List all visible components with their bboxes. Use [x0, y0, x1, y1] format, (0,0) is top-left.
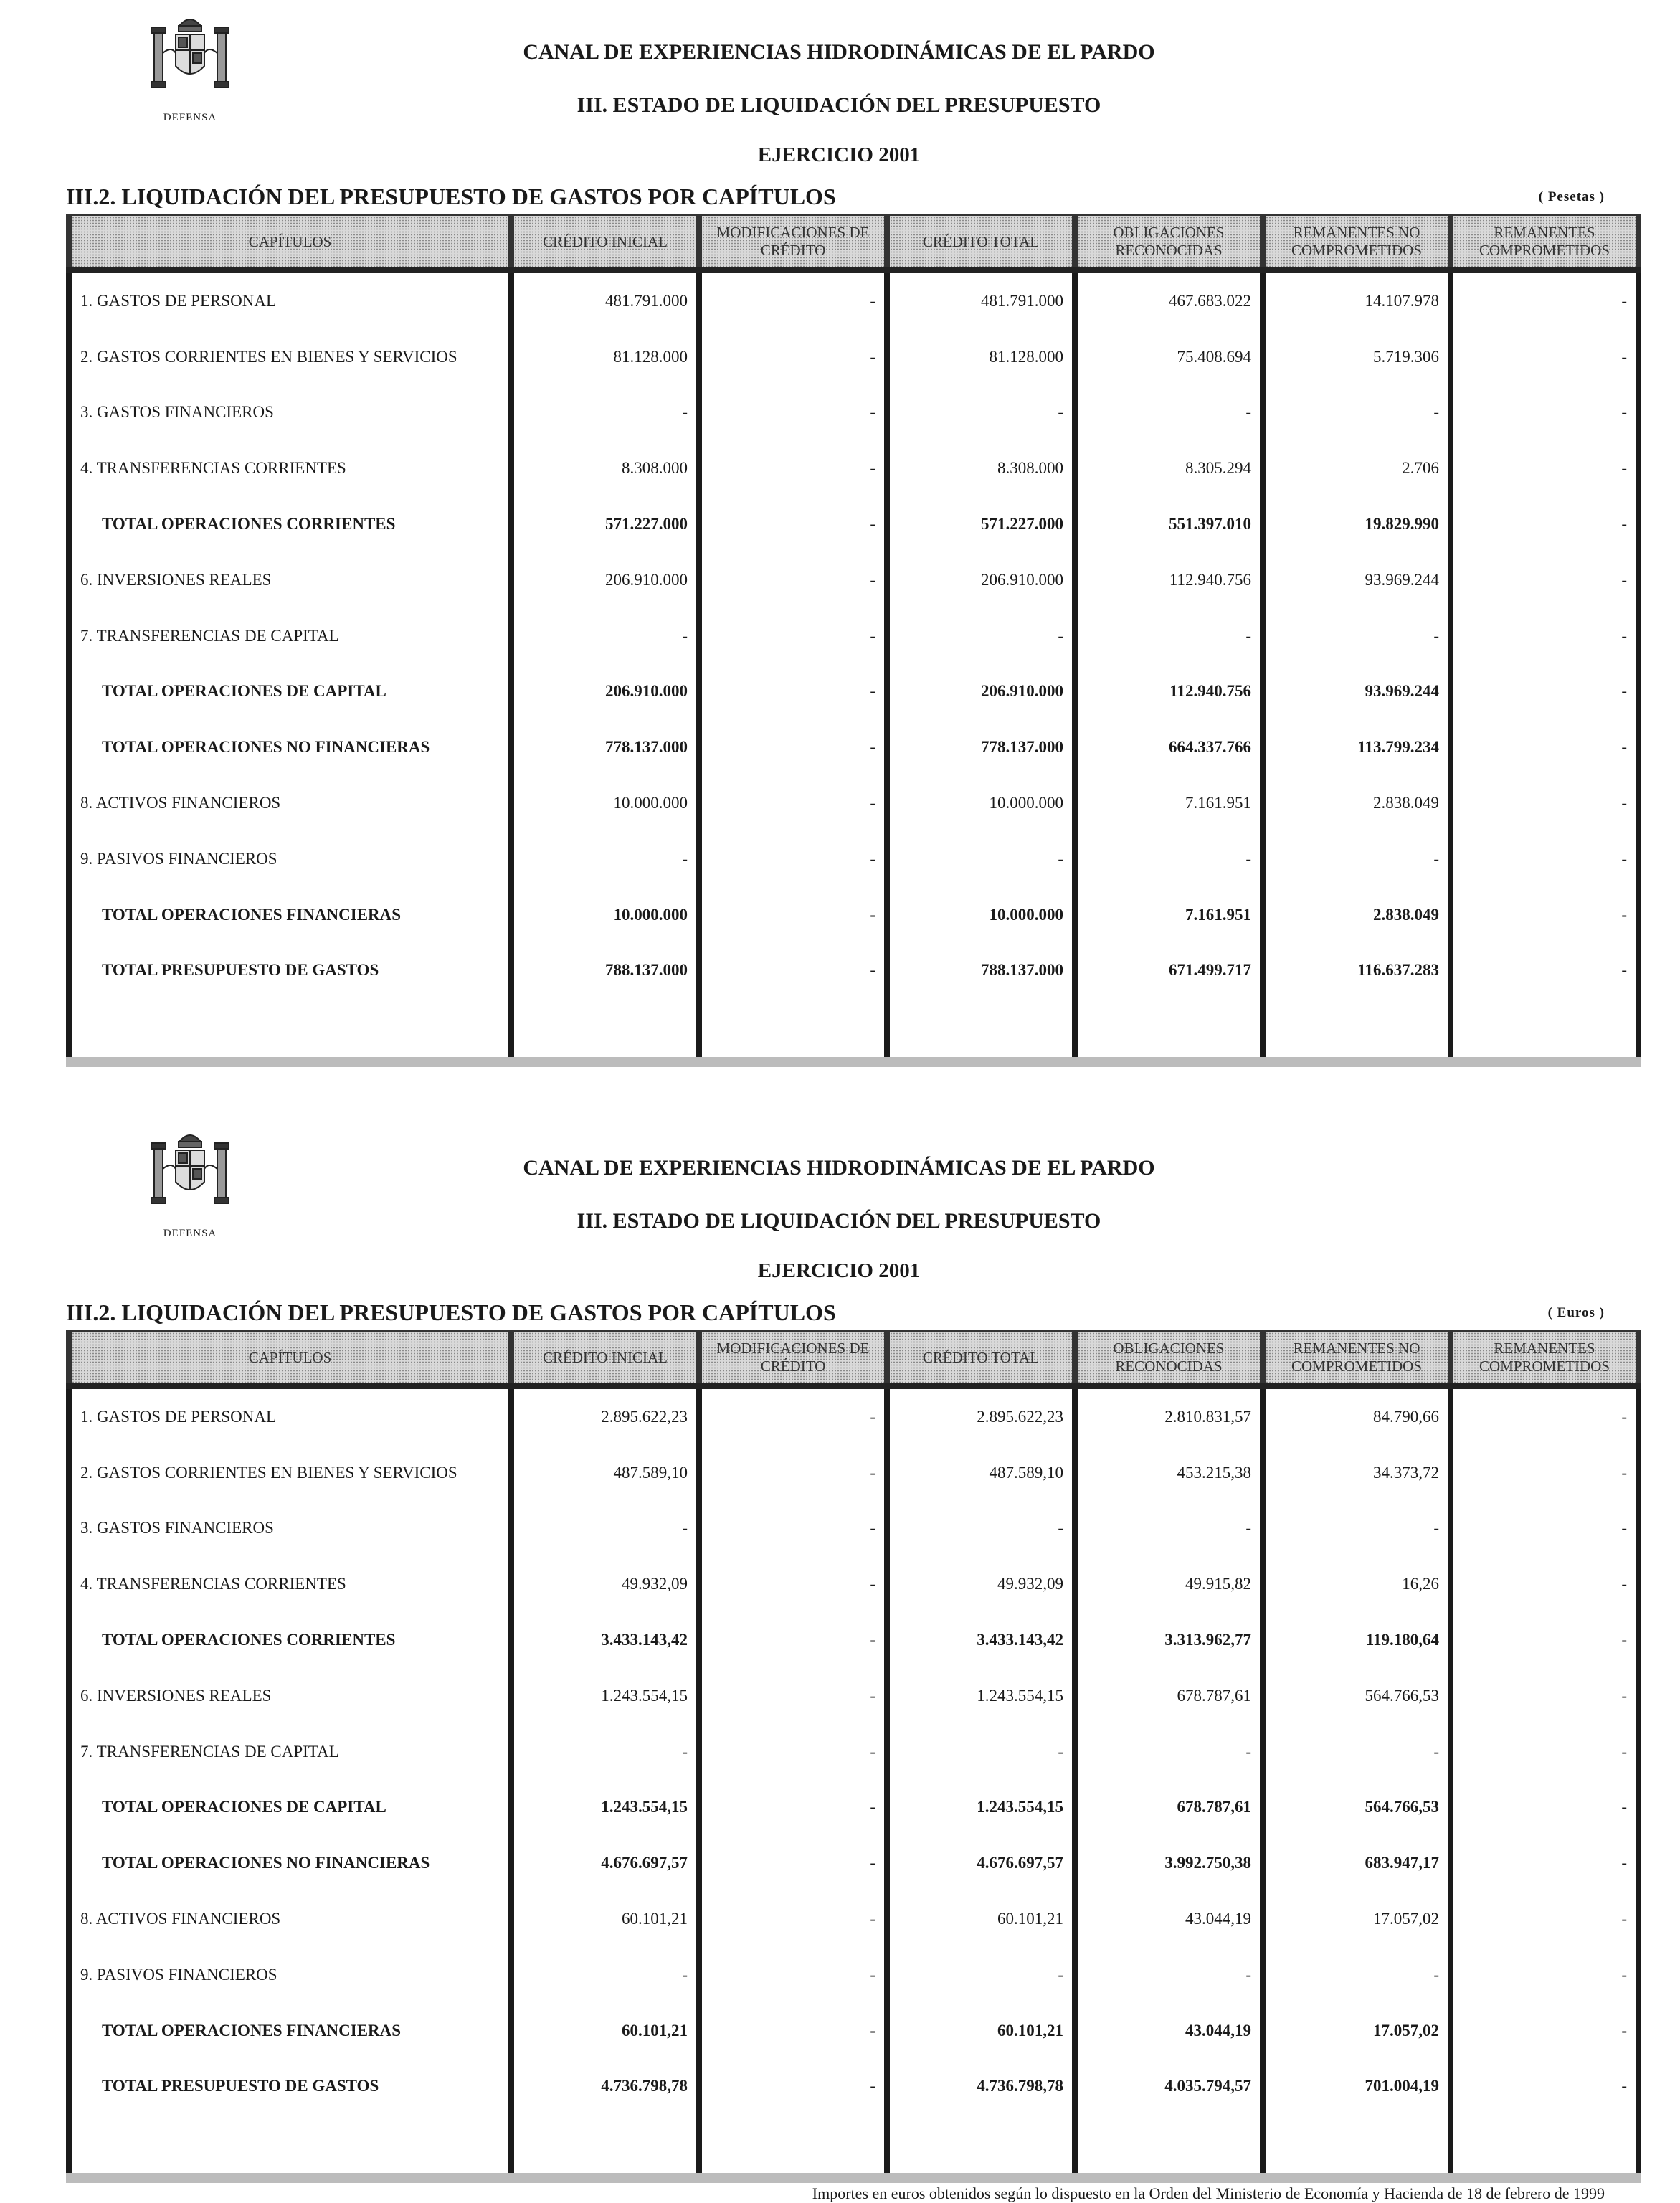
- amount-cell: 701.004,19: [1263, 2059, 1451, 2115]
- amount-cell: -: [699, 1947, 887, 2003]
- budget-table: [66, 1330, 1641, 2183]
- amount-cell: 112.940.756: [1075, 664, 1263, 720]
- amount-cell: -: [1451, 1780, 1638, 1836]
- amount-cell: 49.915,82: [1075, 1556, 1263, 1612]
- row-label: TOTAL OPERACIONES DE CAPITAL: [69, 664, 511, 720]
- amount-cell: -: [1451, 1724, 1638, 1780]
- amount-cell: -: [511, 831, 699, 887]
- amount-cell: 778.137.000: [887, 719, 1075, 775]
- empty-cell: [887, 2114, 1075, 2178]
- amount-cell: 10.000.000: [511, 775, 699, 831]
- amount-cell: -: [1075, 1501, 1263, 1557]
- amount-cell: 60.101,21: [511, 2003, 699, 2059]
- amount-cell: -: [699, 270, 887, 329]
- row-label: 2. GASTOS CORRIENTES EN BIENES Y SERVICIOS: [69, 329, 511, 385]
- row-label: 2. GASTOS CORRIENTES EN BIENES Y SERVICIOS: [69, 1445, 511, 1501]
- table-row: [69, 775, 1638, 831]
- amount-cell: 481.791.000: [887, 270, 1075, 329]
- organization-title: CANAL DE EXPERIENCIAS HIDRODINÁMICAS DE EL PARDO: [523, 1156, 1155, 1180]
- amount-cell: 778.137.000: [511, 719, 699, 775]
- row-label: TOTAL OPERACIONES CORRIENTES: [69, 1612, 511, 1668]
- table-subtitle: III.2. LIQUIDACIÓN DEL PRESUPUESTO DE GASTOS POR CAPÍTULOS: [66, 184, 836, 209]
- row-label: 4. TRANSFERENCIAS CORRIENTES: [69, 440, 511, 496]
- total-row: [69, 943, 1638, 999]
- row-label: TOTAL OPERACIONES DE CAPITAL: [69, 1780, 511, 1836]
- amount-cell: 5.719.306: [1263, 329, 1451, 385]
- row-label: 4. TRANSFERENCIAS CORRIENTES: [69, 1556, 511, 1612]
- amount-cell: -: [699, 664, 887, 720]
- row-label: 7. TRANSFERENCIAS DE CAPITAL: [69, 608, 511, 664]
- amount-cell: 206.910.000: [511, 664, 699, 720]
- row-label: TOTAL OPERACIONES NO FINANCIERAS: [69, 719, 511, 775]
- amount-cell: -: [1451, 608, 1638, 664]
- row-label: TOTAL OPERACIONES NO FINANCIERAS: [69, 1835, 511, 1891]
- empty-cell: [699, 2114, 887, 2178]
- table-row: [69, 608, 1638, 664]
- amount-cell: -: [511, 385, 699, 441]
- amount-cell: -: [1263, 1724, 1451, 1780]
- amount-cell: 60.101,21: [887, 2003, 1075, 2059]
- empty-cell: [511, 2114, 699, 2178]
- amount-cell: 453.215,38: [1075, 1445, 1263, 1501]
- amount-cell: -: [1451, 329, 1638, 385]
- table-row: [69, 1724, 1638, 1780]
- amount-cell: 2.895.622,23: [887, 1386, 1075, 1445]
- amount-cell: -: [699, 2059, 887, 2115]
- amount-cell: 34.373,72: [1263, 1445, 1451, 1501]
- total-row: [69, 887, 1638, 943]
- amount-cell: -: [1075, 385, 1263, 441]
- amount-cell: 113.799.234: [1263, 719, 1451, 775]
- amount-cell: -: [699, 1501, 887, 1557]
- amount-cell: 671.499.717: [1075, 943, 1263, 999]
- amount-cell: -: [1451, 1386, 1638, 1445]
- amount-cell: -: [699, 552, 887, 608]
- amount-cell: 4.676.697,57: [887, 1835, 1075, 1891]
- currency-label: ( Euros ): [1547, 1305, 1605, 1320]
- amount-cell: -: [699, 385, 887, 441]
- amount-cell: 487.589,10: [887, 1445, 1075, 1501]
- total-row: [69, 1612, 1638, 1668]
- table-row: [69, 1386, 1638, 1445]
- amount-cell: -: [1263, 1947, 1451, 2003]
- amount-cell: 17.057,02: [1263, 1891, 1451, 1947]
- amount-cell: -: [1451, 385, 1638, 441]
- row-label: 8. ACTIVOS FINANCIEROS: [69, 1891, 511, 1947]
- header-row: [69, 215, 1638, 271]
- table-row: [69, 1947, 1638, 2003]
- amount-cell: -: [699, 1780, 887, 1836]
- amount-cell: -: [1451, 887, 1638, 943]
- empty-cell: [1263, 998, 1451, 1062]
- empty-cell: [69, 2114, 511, 2178]
- amount-cell: -: [699, 1724, 887, 1780]
- amount-cell: -: [699, 1668, 887, 1724]
- amount-cell: -: [699, 1445, 887, 1501]
- amount-cell: -: [1451, 270, 1638, 329]
- amount-cell: 1.243.554,15: [887, 1668, 1075, 1724]
- column-header: CRÉDITO INICIAL: [511, 215, 699, 271]
- row-label: TOTAL OPERACIONES CORRIENTES: [69, 496, 511, 552]
- amount-cell: -: [699, 1835, 887, 1891]
- amount-cell: -: [1451, 1891, 1638, 1947]
- amount-cell: 8.308.000: [887, 440, 1075, 496]
- amount-cell: -: [699, 1612, 887, 1668]
- amount-cell: -: [1451, 440, 1638, 496]
- amount-cell: -: [1451, 943, 1638, 999]
- amount-cell: 81.128.000: [511, 329, 699, 385]
- table-subtitle: III.2. LIQUIDACIÓN DEL PRESUPUESTO DE GASTOS POR CAPÍTULOS: [66, 1299, 836, 1325]
- amount-cell: 1.243.554,15: [887, 1780, 1075, 1836]
- amount-cell: 2.810.831,57: [1075, 1386, 1263, 1445]
- fiscal-year: EJERCICIO 2001: [757, 143, 921, 166]
- amount-cell: -: [699, 1386, 887, 1445]
- amount-cell: 664.337.766: [1075, 719, 1263, 775]
- section-title: III. ESTADO DE LIQUIDACIÓN DEL PRESUPUESTO: [576, 1209, 1101, 1233]
- amount-cell: 93.969.244: [1263, 664, 1451, 720]
- amount-cell: 4.676.697,57: [511, 1835, 699, 1891]
- amount-cell: -: [1451, 496, 1638, 552]
- column-header: CRÉDITO TOTAL: [887, 1331, 1075, 1387]
- amount-cell: -: [699, 608, 887, 664]
- row-label: 7. TRANSFERENCIAS DE CAPITAL: [69, 1724, 511, 1780]
- amount-cell: 60.101,21: [511, 1891, 699, 1947]
- amount-cell: -: [699, 329, 887, 385]
- amount-cell: -: [1451, 775, 1638, 831]
- amount-cell: -: [1263, 1501, 1451, 1557]
- row-label: 3. GASTOS FINANCIEROS: [69, 385, 511, 441]
- fiscal-year: EJERCICIO 2001: [757, 1259, 921, 1282]
- table-row: [69, 270, 1638, 329]
- amount-cell: 1.243.554,15: [511, 1668, 699, 1724]
- amount-cell: 116.637.283: [1263, 943, 1451, 999]
- amount-cell: -: [1451, 1835, 1638, 1891]
- amount-cell: 112.940.756: [1075, 552, 1263, 608]
- row-label: 8. ACTIVOS FINANCIEROS: [69, 775, 511, 831]
- empty-cell: [1451, 998, 1638, 1062]
- column-header: CRÉDITO TOTAL: [887, 215, 1075, 271]
- coat-of-arms-icon: [143, 1126, 237, 1248]
- table-row: [69, 552, 1638, 608]
- emblem-graphic: [143, 10, 237, 103]
- amount-cell: -: [1451, 1445, 1638, 1501]
- amount-cell: 10.000.000: [887, 887, 1075, 943]
- currency-label: ( Pesetas ): [1538, 189, 1605, 204]
- amount-cell: -: [1451, 552, 1638, 608]
- amount-cell: 16,26: [1263, 1556, 1451, 1612]
- amount-cell: 10.000.000: [887, 775, 1075, 831]
- table-row: [69, 385, 1638, 441]
- amount-cell: -: [1451, 2003, 1638, 2059]
- ministry-label: DEFENSA: [163, 112, 217, 123]
- amount-cell: 3.433.143,42: [511, 1612, 699, 1668]
- amount-cell: -: [1451, 1612, 1638, 1668]
- row-label: 9. PASIVOS FINANCIEROS: [69, 831, 511, 887]
- amount-cell: -: [699, 1891, 887, 1947]
- amount-cell: 467.683.022: [1075, 270, 1263, 329]
- amount-cell: -: [1451, 1947, 1638, 2003]
- column-header: MODIFICACIONES DE CRÉDITO: [699, 1331, 887, 1387]
- table-row: [69, 1556, 1638, 1612]
- empty-cell: [69, 998, 511, 1062]
- amount-cell: 93.969.244: [1263, 552, 1451, 608]
- amount-cell: -: [699, 831, 887, 887]
- row-label: 3. GASTOS FINANCIEROS: [69, 1501, 511, 1557]
- amount-cell: -: [887, 831, 1075, 887]
- empty-cell: [1263, 2114, 1451, 2178]
- coat-of-arms-icon: [143, 10, 237, 132]
- amount-cell: -: [1451, 831, 1638, 887]
- amount-cell: 206.910.000: [887, 664, 1075, 720]
- column-header: CRÉDITO INICIAL: [511, 1331, 699, 1387]
- amount-cell: 7.161.951: [1075, 887, 1263, 943]
- amount-cell: -: [887, 1501, 1075, 1557]
- row-label: TOTAL PRESUPUESTO DE GASTOS: [69, 2059, 511, 2115]
- amount-cell: 206.910.000: [511, 552, 699, 608]
- amount-cell: 2.706: [1263, 440, 1451, 496]
- column-header: REMANENTES COMPROMETIDOS: [1451, 1331, 1638, 1387]
- amount-cell: 119.180,64: [1263, 1612, 1451, 1668]
- empty-cell: [887, 998, 1075, 1062]
- amount-cell: -: [887, 1947, 1075, 2003]
- amount-cell: -: [1451, 2059, 1638, 2115]
- column-header: REMANENTES COMPROMETIDOS: [1451, 215, 1638, 271]
- amount-cell: 10.000.000: [511, 887, 699, 943]
- table-row: [69, 440, 1638, 496]
- amount-cell: -: [1451, 1668, 1638, 1724]
- empty-cell: [1075, 998, 1263, 1062]
- ministry-label: DEFENSA: [163, 1228, 217, 1239]
- amount-cell: 8.308.000: [511, 440, 699, 496]
- total-row: [69, 1835, 1638, 1891]
- amount-cell: 683.947,17: [1263, 1835, 1451, 1891]
- column-header: CAPÍTULOS: [69, 1331, 511, 1387]
- amount-cell: 43.044,19: [1075, 1891, 1263, 1947]
- table-row: [69, 1891, 1638, 1947]
- amount-cell: 564.766,53: [1263, 1668, 1451, 1724]
- amount-cell: -: [1263, 385, 1451, 441]
- empty-cell: [1451, 2114, 1638, 2178]
- row-label: 1. GASTOS DE PERSONAL: [69, 270, 511, 329]
- amount-cell: 14.107.978: [1263, 270, 1451, 329]
- amount-cell: 564.766,53: [1263, 1780, 1451, 1836]
- amount-cell: -: [699, 496, 887, 552]
- amount-cell: -: [1451, 1501, 1638, 1557]
- amount-cell: -: [699, 2003, 887, 2059]
- row-label: 1. GASTOS DE PERSONAL: [69, 1386, 511, 1445]
- emblem-graphic: [143, 1126, 237, 1219]
- amount-cell: 2.838.049: [1263, 887, 1451, 943]
- amount-cell: 487.589,10: [511, 1445, 699, 1501]
- empty-cell: [511, 998, 699, 1062]
- amount-cell: 3.313.962,77: [1075, 1612, 1263, 1668]
- amount-cell: 571.227.000: [887, 496, 1075, 552]
- amount-cell: 81.128.000: [887, 329, 1075, 385]
- amount-cell: -: [1451, 664, 1638, 720]
- amount-cell: 2.838.049: [1263, 775, 1451, 831]
- amount-cell: -: [1075, 831, 1263, 887]
- column-header: OBLIGACIONES RECONOCIDAS: [1075, 215, 1263, 271]
- budget-table: [66, 214, 1641, 1067]
- header-row: [69, 1331, 1638, 1387]
- amount-cell: -: [887, 1724, 1075, 1780]
- amount-cell: 571.227.000: [511, 496, 699, 552]
- total-row: [69, 2059, 1638, 2115]
- amount-cell: -: [511, 1724, 699, 1780]
- table-row: [69, 329, 1638, 385]
- empty-cell: [699, 998, 887, 1062]
- row-label: TOTAL OPERACIONES FINANCIERAS: [69, 887, 511, 943]
- amount-cell: 84.790,66: [1263, 1386, 1451, 1445]
- amount-cell: -: [1451, 719, 1638, 775]
- row-label: 9. PASIVOS FINANCIEROS: [69, 1947, 511, 2003]
- table-row: [69, 1501, 1638, 1557]
- amount-cell: -: [511, 608, 699, 664]
- total-row: [69, 664, 1638, 720]
- amount-cell: -: [1451, 1556, 1638, 1612]
- amount-cell: 8.305.294: [1075, 440, 1263, 496]
- row-label: TOTAL PRESUPUESTO DE GASTOS: [69, 943, 511, 999]
- amount-cell: 3.992.750,38: [1075, 1835, 1263, 1891]
- amount-cell: -: [699, 440, 887, 496]
- amount-cell: 49.932,09: [887, 1556, 1075, 1612]
- amount-cell: -: [1075, 1724, 1263, 1780]
- amount-cell: 678.787,61: [1075, 1668, 1263, 1724]
- amount-cell: 2.895.622,23: [511, 1386, 699, 1445]
- table-row: [69, 1668, 1638, 1724]
- amount-cell: 7.161.951: [1075, 775, 1263, 831]
- amount-cell: -: [1263, 608, 1451, 664]
- total-row: [69, 719, 1638, 775]
- amount-cell: -: [699, 775, 887, 831]
- empty-cell: [1075, 2114, 1263, 2178]
- footnote: Importes en euros obtenidos según lo dispuesto en la Orden del Ministerio de Economía y Hacienda de 18 de febrero de 1999: [812, 2184, 1605, 2202]
- amount-cell: -: [1075, 1947, 1263, 2003]
- amount-cell: 60.101,21: [887, 1891, 1075, 1947]
- table-row: [69, 1445, 1638, 1501]
- total-row: [69, 1780, 1638, 1836]
- column-header: REMANENTES NO COMPROMETIDOS: [1263, 1331, 1451, 1387]
- amount-cell: 4.736.798,78: [511, 2059, 699, 2115]
- table-bottom-border: [69, 998, 1638, 1062]
- row-label: TOTAL OPERACIONES FINANCIERAS: [69, 2003, 511, 2059]
- amount-cell: 4.736.798,78: [887, 2059, 1075, 2115]
- amount-cell: 19.829.990: [1263, 496, 1451, 552]
- amount-cell: -: [1075, 608, 1263, 664]
- section-title: III. ESTADO DE LIQUIDACIÓN DEL PRESUPUESTO: [576, 93, 1101, 117]
- amount-cell: 481.791.000: [511, 270, 699, 329]
- amount-cell: 3.433.143,42: [887, 1612, 1075, 1668]
- amount-cell: 4.035.794,57: [1075, 2059, 1263, 2115]
- amount-cell: -: [699, 887, 887, 943]
- amount-cell: 678.787,61: [1075, 1780, 1263, 1836]
- row-label: 6. INVERSIONES REALES: [69, 552, 511, 608]
- amount-cell: 1.243.554,15: [511, 1780, 699, 1836]
- amount-cell: 206.910.000: [887, 552, 1075, 608]
- total-row: [69, 2003, 1638, 2059]
- amount-cell: -: [887, 608, 1075, 664]
- amount-cell: -: [511, 1947, 699, 2003]
- amount-cell: -: [887, 385, 1075, 441]
- organization-title: CANAL DE EXPERIENCIAS HIDRODINÁMICAS DE EL PARDO: [523, 40, 1155, 64]
- amount-cell: 551.397.010: [1075, 496, 1263, 552]
- total-row: [69, 496, 1638, 552]
- amount-cell: -: [511, 1501, 699, 1557]
- amount-cell: -: [699, 943, 887, 999]
- column-header: MODIFICACIONES DE CRÉDITO: [699, 215, 887, 271]
- column-header: OBLIGACIONES RECONOCIDAS: [1075, 1331, 1263, 1387]
- amount-cell: 43.044,19: [1075, 2003, 1263, 2059]
- table-bottom-border: [69, 2114, 1638, 2178]
- column-header: CAPÍTULOS: [69, 215, 511, 271]
- amount-cell: 49.932,09: [511, 1556, 699, 1612]
- amount-cell: 788.137.000: [887, 943, 1075, 999]
- column-header: REMANENTES NO COMPROMETIDOS: [1263, 215, 1451, 271]
- amount-cell: -: [1263, 831, 1451, 887]
- row-label: 6. INVERSIONES REALES: [69, 1668, 511, 1724]
- amount-cell: 788.137.000: [511, 943, 699, 999]
- amount-cell: 17.057,02: [1263, 2003, 1451, 2059]
- table-row: [69, 831, 1638, 887]
- amount-cell: 75.408.694: [1075, 329, 1263, 385]
- amount-cell: -: [699, 719, 887, 775]
- amount-cell: -: [699, 1556, 887, 1612]
